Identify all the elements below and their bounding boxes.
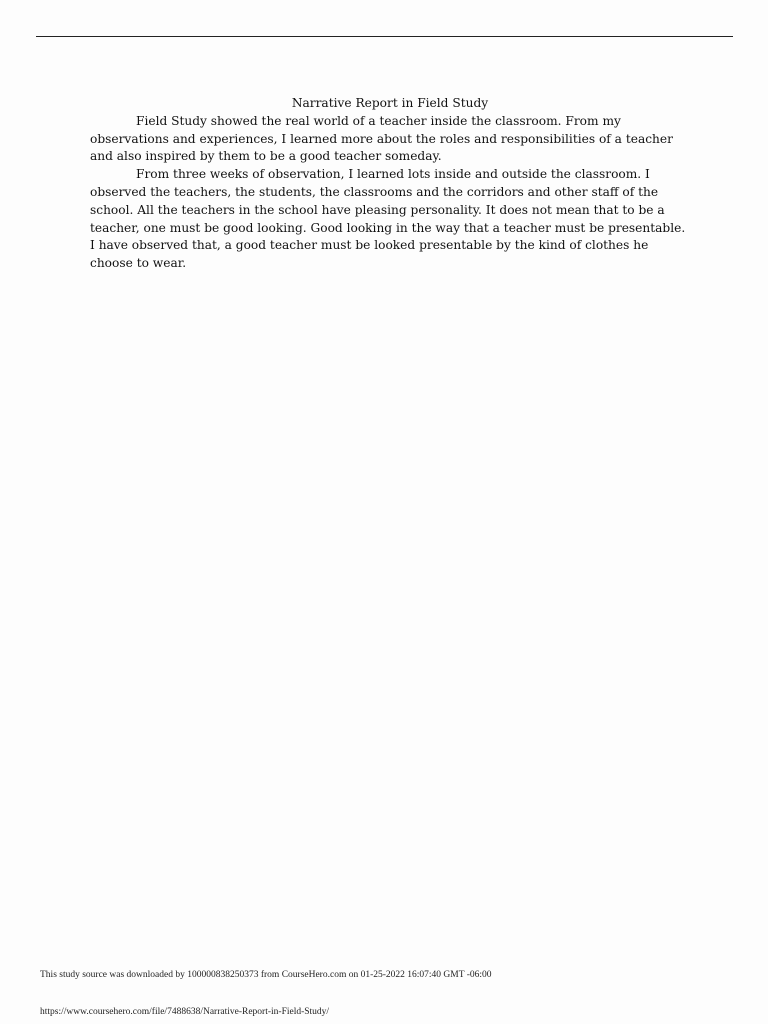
source-url[interactable]: https://www.coursehero.com/file/7488638/Narrative-Report-in-Field-Study/ xyxy=(40,1007,330,1017)
paragraph-2: From three weeks of observation, I learned lots inside and outside the classroom. I observed the teachers, the students, the classrooms and the corridors and other staff of the school. All the teachers in the school have pleasing personality. It does not mean that to be a teacher, one must be good looking. Good looking in the way that a teacher must be presentable. I have observed that, a good teacher must be looked presentable by the kind of clothes he choose to wear. xyxy=(90,167,686,271)
download-source-note: This study source was downloaded by 100000838250373 from CourseHero.com on 01-25-2022 16:07:40 GMT -06:00 xyxy=(40,970,492,980)
top-divider xyxy=(36,36,733,37)
document-title: Narrative Report in Field Study xyxy=(291,96,489,110)
paragraph-1: Field Study showed the real world of a teacher inside the classroom. From my observations and experiences, I learned more about the roles and responsibilities of a teacher and also inspired by them to be a good teacher someday. xyxy=(90,113,673,164)
document-body xyxy=(90,95,690,273)
